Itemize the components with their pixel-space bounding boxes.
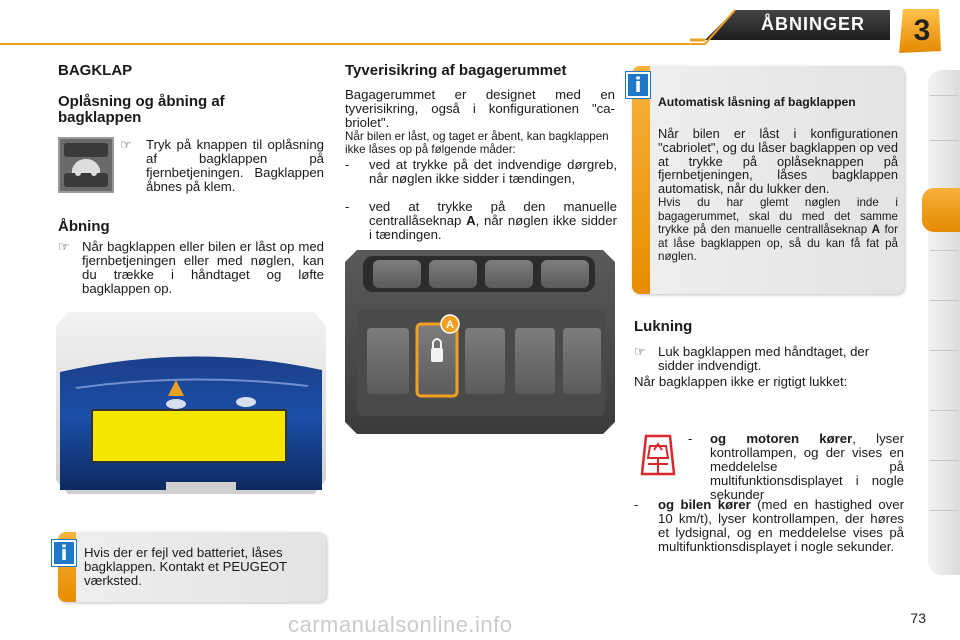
bullet-text: Luk bagklappen med håndtaget, der sidder indvendigt.: [658, 344, 870, 373]
tab-divider: [930, 350, 958, 351]
watermark: carmanualsonline.info: [288, 612, 513, 637]
page-number: 73: [910, 610, 926, 626]
chapter-tab-active[interactable]: [922, 188, 960, 232]
tab-divider: [930, 250, 958, 251]
tab-divider: [930, 460, 958, 461]
list-item-text: [688, 432, 904, 502]
tab-divider: [930, 300, 958, 301]
instruction-bullet: [58, 240, 324, 296]
bullet-hand-icon: ☞: [120, 137, 132, 152]
dash-marker: -: [634, 497, 639, 512]
list-item-text: [345, 200, 617, 242]
chapter-title: ÅBNINGER: [760, 14, 865, 34]
info-text: Hvis der er fejl ved batteriet, låses bagklappen. Kontakt et PEUGEOT værksted.: [84, 545, 287, 588]
bullet-hand-icon: ☞: [58, 239, 70, 254]
paragraph: Bagagerummet er designet med en tyverisikring, også i konfigurationen "ca-briolet".: [345, 87, 615, 130]
list-item: [345, 158, 617, 186]
info-icon: i: [626, 72, 650, 98]
list-item: [688, 432, 904, 502]
info-text: [658, 196, 898, 264]
emphasis: og bilen kører: [658, 497, 751, 512]
tab-divider: [930, 410, 958, 411]
list-item-text: ved at trykke på det indvendige dørgreb, når nøglen ikke sidder i tændingen,: [369, 157, 617, 186]
text-part: (med en hastighed over 10 km/t), lyser kontrollampen, der høres et lydsignal, og en meddelelse vises på multifunktionsdisplayet i nogle sekunder.: [658, 497, 905, 554]
dash-marker: -: [345, 199, 350, 214]
paragraph: Når bagklappen ikke er rigtigt lukket:: [634, 374, 848, 389]
panel-callout-label: A: [446, 319, 454, 331]
list-item: [345, 200, 617, 242]
section-title: BAGKLAP: [58, 62, 133, 79]
info-text: Når bilen er låst i konfigurationen "cabriolet", og du låser bagklappen op ved at trykke på oplåseknappen på fjernbetjeningen, låses bagklappen automatisk, når du lukker den.: [658, 126, 898, 197]
subsection-title: Åbning: [58, 218, 110, 235]
dash-marker: -: [688, 431, 693, 446]
tab-divider: [930, 510, 958, 511]
instruction-bullet: [120, 138, 324, 194]
switch-panel-photo: [345, 250, 615, 434]
subsection-title: Oplåsning og åbning af bagklappen: [58, 93, 225, 126]
info-title: Automatisk låsning af bagklappen: [658, 95, 856, 109]
bullet-hand-icon: ☞: [634, 344, 646, 359]
bullet-text: Tryk på knappen til oplåsning af bagklappen på fjernbetjeningen. Bagklappen åbnes på klem.: [146, 137, 324, 194]
trunk-open-warning-icon: [638, 432, 678, 478]
info-icon: i: [52, 540, 76, 566]
tab-divider: [930, 95, 958, 96]
emphasis: og motoren kører: [710, 431, 853, 446]
key-label: A: [871, 223, 881, 237]
trunk-photo: [56, 312, 326, 494]
list-item: [634, 498, 904, 554]
key-label: A: [466, 213, 476, 228]
text-part: for at låse bagklappen op, så du kan få fat på nøglen.: [658, 223, 898, 264]
lock-icon: [431, 348, 443, 362]
list-item-text: [634, 498, 904, 554]
bullet-text: Når bagklappen eller bilen er låst op med fjernbetjeningen eller med nøglen, kan du trække i håndtaget og løfte bagklappen op.: [82, 239, 324, 296]
text-part: , når nøglen ikke sidder i tændingen.: [369, 213, 617, 242]
paragraph: Når bilen er låst, og taget er åbent, kan bagklappen ikke låses op på følgende måder:: [345, 130, 609, 156]
text-part: Hvis du har glemt nøglen inde i bagagerummet, skal du med det samme trykke på den manuelle centrallåseknap: [658, 196, 898, 237]
text-part: ved at trykke på den manuelle centrallåseknap: [369, 199, 617, 228]
instruction-bullet: [634, 345, 906, 373]
section-title: Tyverisikring af bagagerummet: [345, 62, 567, 79]
dash-marker: -: [345, 157, 350, 172]
subsection-title: Lukning: [634, 318, 693, 335]
text-part: , lyser kontrollampen, og der vises en meddelelse på multifunktionsdisplayet i nogle sekunder: [710, 431, 904, 502]
tab-divider: [930, 140, 958, 141]
key-remote-icon: [58, 137, 114, 193]
info-box-accent: [632, 66, 650, 294]
chapter-number: 3: [913, 14, 931, 47]
chapter-tab-strip: [928, 70, 960, 575]
